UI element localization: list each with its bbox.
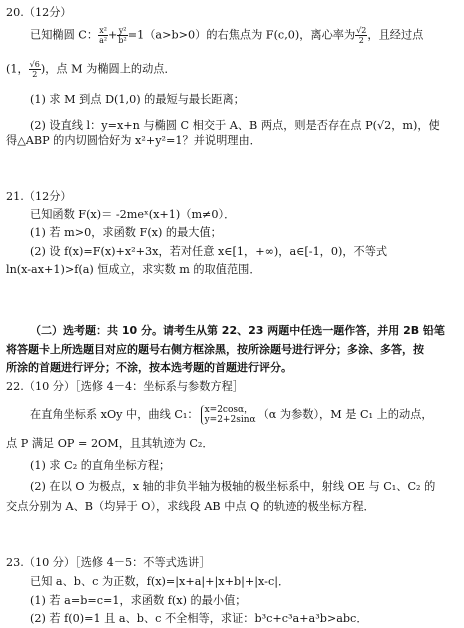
q23-part1: (1) 若 a=b=c=1，求函数 f(x) 的最小值； — [30, 594, 247, 607]
point-numerator: √6 — [29, 60, 40, 69]
q20-header: 20.（12分） — [6, 6, 72, 19]
eccentricity-numerator: √2 — [356, 26, 367, 35]
q23-stem: 已知 a、b、c 为正数，f(x)=|x+a|+|x+b|+|x-c|． — [30, 575, 290, 588]
ellipse-x-denominator: a² — [99, 36, 108, 45]
ellipse-x-numerator: x² — [99, 26, 107, 35]
ellipse-y-denominator: b² — [118, 36, 127, 45]
q21-part1: (1) 若 m>0，求函数 F(x) 的最大值； — [30, 226, 222, 239]
elective-instructions-line3: 所涂的首题进行评分；不涂，按本选考题的首题进行评分。 — [6, 361, 292, 374]
q22-header: 22.（10 分）［选修 4－4：坐标系与参数方程］ — [6, 380, 244, 393]
q21-stem: 已知函数 F(x)＝ -2meˣ(x+1)（m≠0）． — [30, 208, 236, 221]
q21-part2-line2: ln(x-ax+1)>f(a) 恒成立，求实数 m 的取值范围． — [6, 263, 261, 276]
q20-point — [6, 60, 176, 79]
parametric-y: y=2+2sinα — [204, 415, 256, 425]
q20-part2-line1: (2) 设直线 l：y=x+n 与椭圆 C 相交于 A、B 两点，则是否存在点 P(√2，m)，使 — [30, 119, 440, 132]
q20-point-prefix: (1， — [6, 62, 29, 76]
elective-instructions-line2: 将答题卡上所选题目对应的题号右侧方框涂黑，按所涂题号进行评分；多涂、多答，按 — [6, 343, 424, 356]
q23-header: 23.（10 分）［选修 4－5：不等式选讲］ — [6, 556, 211, 569]
q20-part2-line2: 得△ABP 的内切圆恰好为 x²+y²=1？并说明理由． — [6, 134, 261, 147]
elective-instructions-line1: （二）选考题：共 10 分。请考生从第 22、23 两题中任选一题作答，并用 2B 铅笔 — [30, 324, 445, 337]
q22-stem-c: 点 P 满足 OP = 2OM，且其轨迹为 C₂． — [6, 437, 214, 450]
point-fraction — [29, 60, 41, 79]
q20-stem-a: 已知椭圆 C： — [30, 28, 99, 42]
eccentricity-fraction — [355, 26, 367, 45]
q22-part1: (1) 求 C₂ 的直角坐标方程； — [30, 459, 171, 472]
parametric-x: x=2cosα， — [204, 405, 254, 415]
q20-stem-c: ，且经过点 — [367, 28, 424, 42]
q20-point-suffix: )，点 M 为椭圆上的动点． — [40, 62, 176, 76]
point-denominator: 2 — [32, 70, 38, 79]
q22-stem — [30, 405, 433, 425]
q21-header: 21.（12分） — [6, 190, 72, 203]
q20-part1: (1) 求 M 到点 D(1,0) 的最短与最长距离； — [30, 93, 245, 106]
ellipse-y-numerator: y² — [118, 26, 127, 35]
q23-part2: (2) 若 f(0)=1 且 a、b、c 不全相等，求证：b³c+c³a+a³b>abc． — [30, 612, 368, 625]
q20-stem — [30, 26, 423, 45]
q22-stem-b: （α 为参数），M 是 C₁ 上的动点， — [257, 408, 433, 421]
ellipse-plus: + — [108, 28, 118, 42]
q21-part2-line1: (2) 设 f(x)=F(x)+x²+3x，若对任意 x∈[1，+∞)，a∈[-1，0)，不等式 — [30, 245, 388, 258]
q20-stem-b: =1（a>b>0）的右焦点为 F(c,0)，离心率为 — [127, 28, 356, 42]
q22-part2-line2: 交点分别为 A、B（均异于 O），求线段 AB 中点 Q 的轨迹的极坐标方程． — [6, 500, 375, 513]
ellipse-x-term — [98, 26, 108, 45]
parametric-equations — [201, 405, 256, 425]
eccentricity-denominator: 2 — [358, 36, 364, 45]
ellipse-y-term — [117, 26, 127, 45]
q22-stem-a: 在直角坐标系 xOy 中，曲线 C₁： — [30, 408, 199, 421]
q22-part2-line1: (2) 在以 O 为极点，x 轴的非负半轴为极轴的极坐标系中，射线 OE 与 C₁、C₂ 的 — [30, 480, 436, 493]
